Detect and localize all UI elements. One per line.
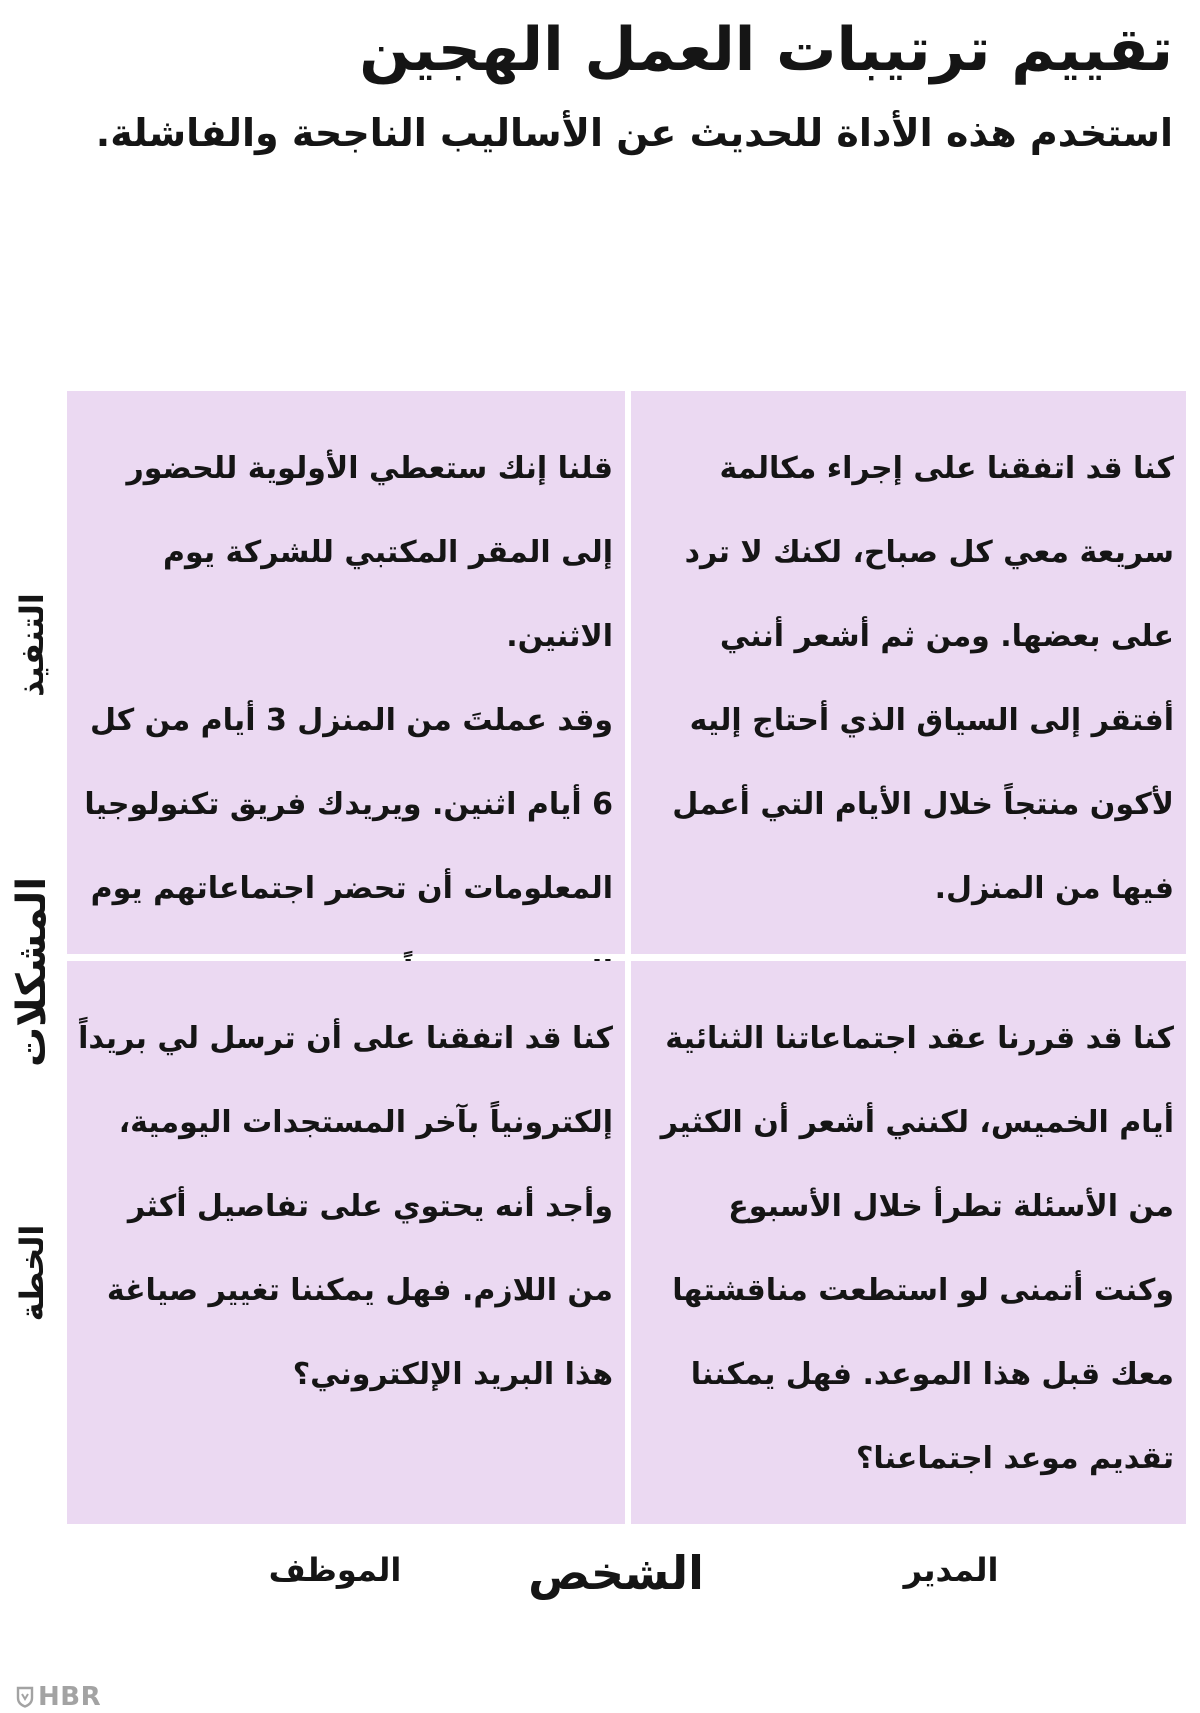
cell-line: إلكترونياً بآخر المستجدات اليومية، bbox=[118, 1105, 613, 1140]
row-axis-title: المشكلات bbox=[9, 876, 55, 1068]
cell-line: كنا قد قررنا عقد اجتماعاتنا الثنائية bbox=[665, 1021, 1174, 1056]
column-axis-title: الشخص bbox=[528, 1546, 704, 1600]
cell-line: 6 أيام اثنين. ويريدك فريق تكنولوجيا bbox=[84, 787, 613, 822]
cell-execution-manager bbox=[631, 391, 1186, 954]
cell-line: إلى المقر المكتبي للشركة يوم الاثنين. bbox=[163, 535, 613, 654]
shield-icon bbox=[16, 1686, 34, 1708]
column-label-manager: المدير bbox=[903, 1551, 999, 1589]
cell-line: معك قبل هذا الموعد. فهل يمكننا bbox=[690, 1357, 1174, 1392]
logo-text: HBR bbox=[38, 1682, 102, 1712]
cell-line: فيها من المنزل. bbox=[934, 871, 1174, 906]
cell-line: كنا قد اتفقنا على أن ترسل لي بريداً bbox=[78, 1021, 613, 1056]
cell-line: لأكون منتجاً خلال الأيام التي أعمل bbox=[672, 787, 1174, 822]
row-label-plan: الخطة bbox=[13, 1224, 51, 1322]
cell-line: وكنت أتمنى لو استطعت مناقشتها bbox=[672, 1273, 1174, 1308]
column-label-employee: الموظف bbox=[268, 1551, 402, 1589]
cell-line: على بعضها. ومن ثم أشعر أنني bbox=[719, 619, 1174, 654]
cell-line: قلنا إنك ستعطي الأولوية للحضور bbox=[126, 451, 613, 486]
cell-line: من اللازم. فهل يمكننا تغيير صياغة bbox=[106, 1273, 613, 1308]
page-subtitle: استخدم هذه الأداة للحديث عن الأساليب الناجحة والفاشلة. bbox=[95, 111, 1173, 155]
cell-plan-manager bbox=[631, 961, 1186, 1524]
page-title: تقييم ترتيبات العمل الهجين bbox=[359, 15, 1173, 85]
row-label-execution: التنفيذ bbox=[13, 593, 51, 697]
cell-line: وأجد أنه يحتوي على تفاصيل أكثر bbox=[127, 1189, 613, 1224]
hbr-logo bbox=[16, 1684, 101, 1710]
cell-line: أيام الخميس، لكنني أشعر أن الكثير bbox=[660, 1105, 1174, 1140]
cell-execution-employee bbox=[67, 391, 625, 954]
cell-line: أفتقر إلى السياق الذي أحتاج إليه bbox=[689, 703, 1174, 738]
cell-plan-employee bbox=[67, 961, 625, 1524]
cell-line: وقد عملتَ من المنزل 3 أيام من كل bbox=[90, 703, 613, 738]
cell-line: من الأسئلة تطرأ خلال الأسبوع bbox=[728, 1189, 1174, 1224]
cell-line: سريعة معي كل صباح، لكنك لا ترد bbox=[684, 535, 1174, 570]
cell-line: كنا قد اتفقنا على إجراء مكالمة bbox=[719, 451, 1174, 486]
cell-line: تقديم موعد اجتماعنا؟ bbox=[855, 1441, 1174, 1476]
cell-line: هذا البريد الإلكتروني؟ bbox=[292, 1357, 613, 1392]
cell-line: المعلومات أن تحضر اجتماعاتهم يوم bbox=[90, 871, 613, 906]
